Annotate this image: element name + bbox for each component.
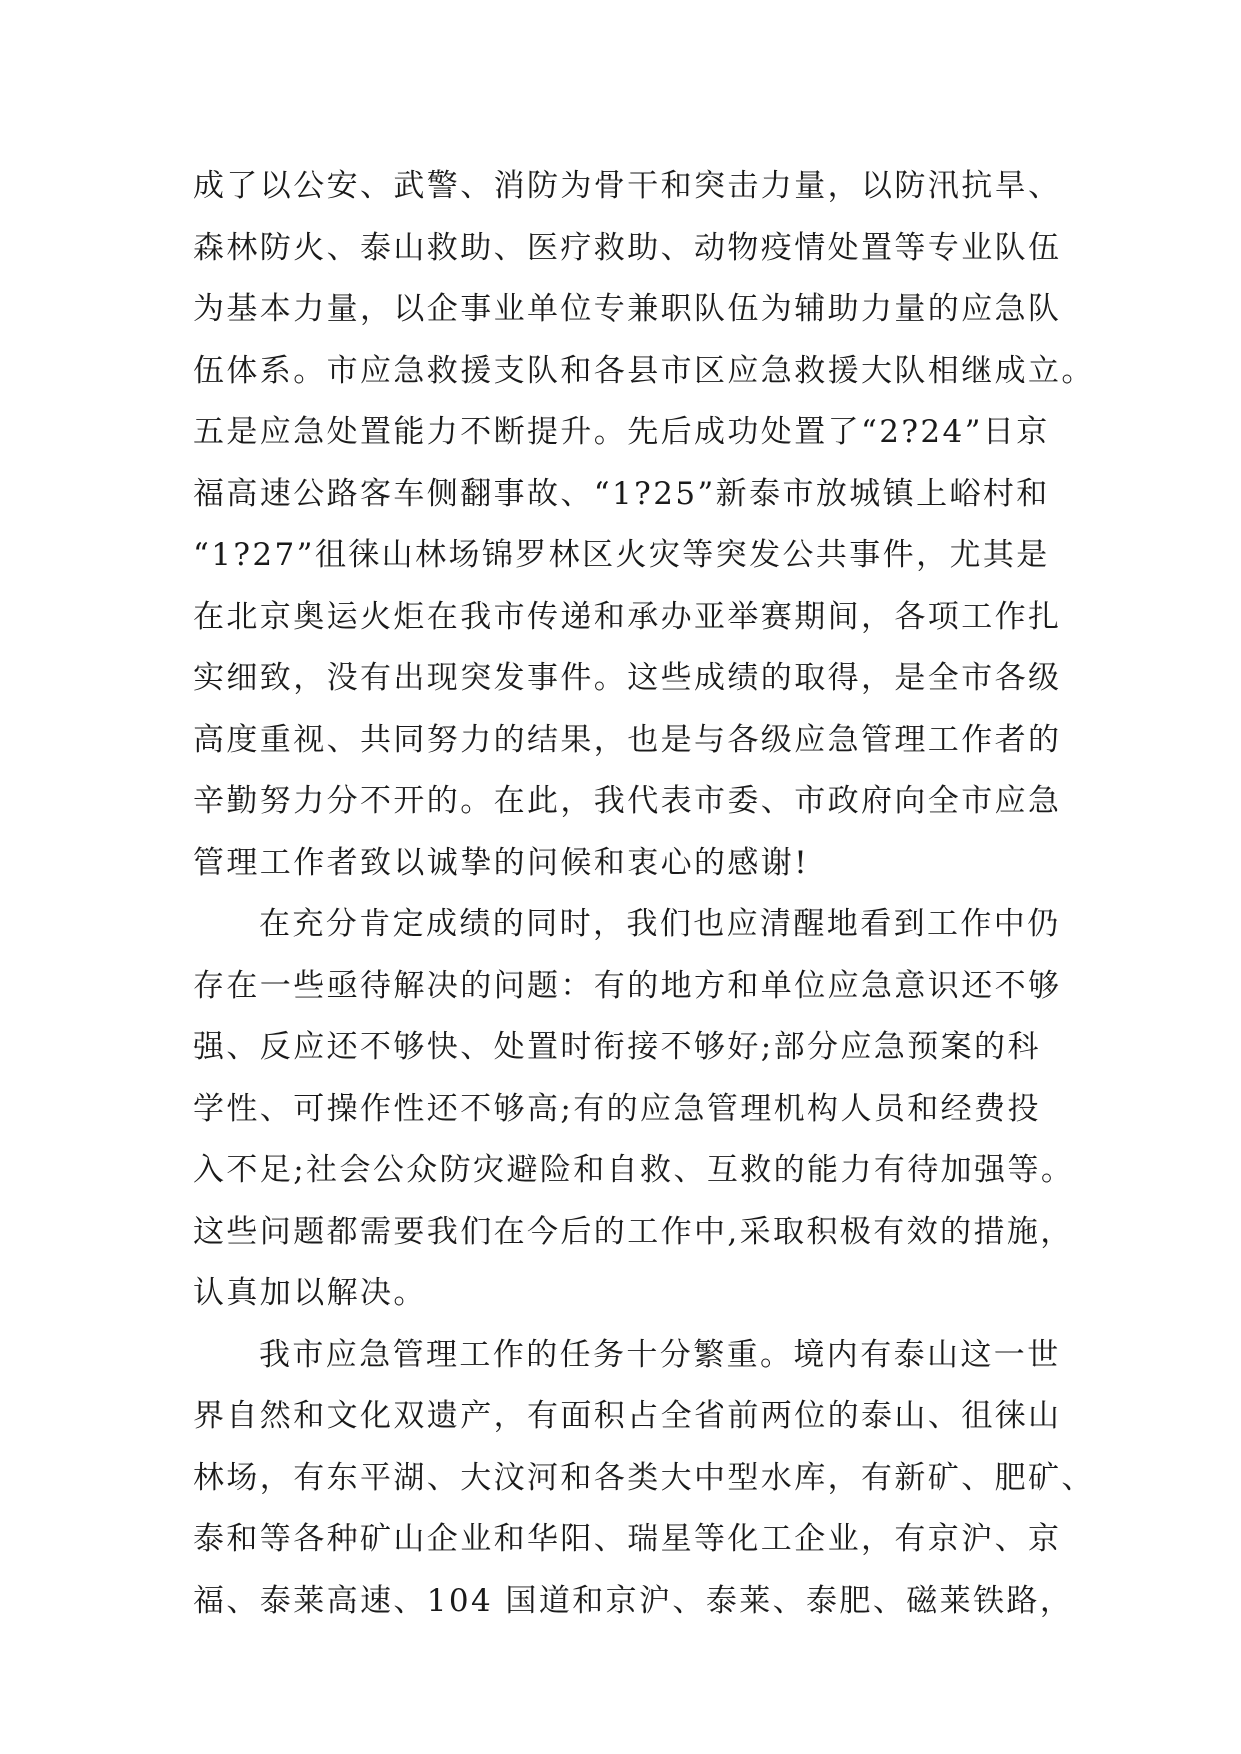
text-line: 界自然和文化双遗产，有面积占全省前两位的泰山、徂徕山 (193, 1398, 1062, 1434)
text-line: 为基本力量，以企事业单位专兼职队伍为辅助力量的应急队 (193, 291, 1062, 327)
text-line: 实细致，没有出现突发事件。这些成绩的取得，是全市各级 (193, 660, 1062, 696)
text-line: 在北京奥运火炬在我市传递和承办亚举赛期间，各项工作扎 (193, 598, 1062, 635)
text-line: 泰和等各种矿山企业和华阳、瑞星等化工企业，有京沪、京 (193, 1521, 1062, 1557)
paragraph-first-line: 我市应急管理工作的任务十分繁重。境内有泰山这一世 (259, 1336, 1061, 1373)
body-text (193, 156, 1095, 1632)
paragraph-first-line: 在充分肯定成绩的同时，我们也应清醒地看到工作中仍 (259, 906, 1061, 942)
text-line: 学性、可操作性还不够高;有的应急管理机构人员和经费投 (193, 1090, 1041, 1127)
text-line: 成了以公安、武警、消防为骨干和突击力量，以防汛抗旱、 (193, 168, 1062, 204)
text-line: 森林防火、泰山救助、医疗救助、动物疫情处置等专业队伍 (193, 229, 1062, 266)
text-line: 五是应急处置能力不断提升。先后成功处置了“2?24”日京 (193, 414, 1050, 450)
text-line: 这些问题都需要我们在今后的工作中,采取积极有效的措施， (193, 1213, 1074, 1250)
text-line: 强、反应还不够快、处置时衔接不够好;部分应急预案的科 (193, 1029, 1041, 1065)
text-line: “1?27”徂徕山林场锦罗林区火灾等突发公共事件，尤其是 (193, 537, 1050, 573)
text-line: 认真加以解决。 (193, 1275, 427, 1311)
text-line: 入不足;社会公众防灾避险和自救、互救的能力有待加强等。 (193, 1152, 1075, 1188)
text-line: 伍体系。市应急救援支队和各县市区应急救援大队相继成立。 (193, 352, 1095, 389)
text-line: 辛勤努力分不开的。在此，我代表市委、市政府向全市应急 (193, 783, 1062, 819)
text-line: 存在一些亟待解决的问题：有的地方和单位应急意识还不够 (193, 967, 1062, 1004)
text-line: 林场，有东平湖、大汶河和各类大中型水库，有新矿、肥矿、 (193, 1459, 1095, 1496)
text-line: 福高速公路客车侧翻事故、“1?25”新泰市放城镇上峪村和 (193, 475, 1050, 512)
text-line: 高度重视、共同努力的结果，也是与各级应急管理工作者的 (193, 721, 1062, 758)
text-line: 福、泰莱高速、104 国道和京沪、泰莱、泰肥、磁莱铁路， (193, 1582, 1074, 1619)
text-line: 管理工作者致以诚挚的问候和衷心的感谢! (193, 844, 810, 881)
